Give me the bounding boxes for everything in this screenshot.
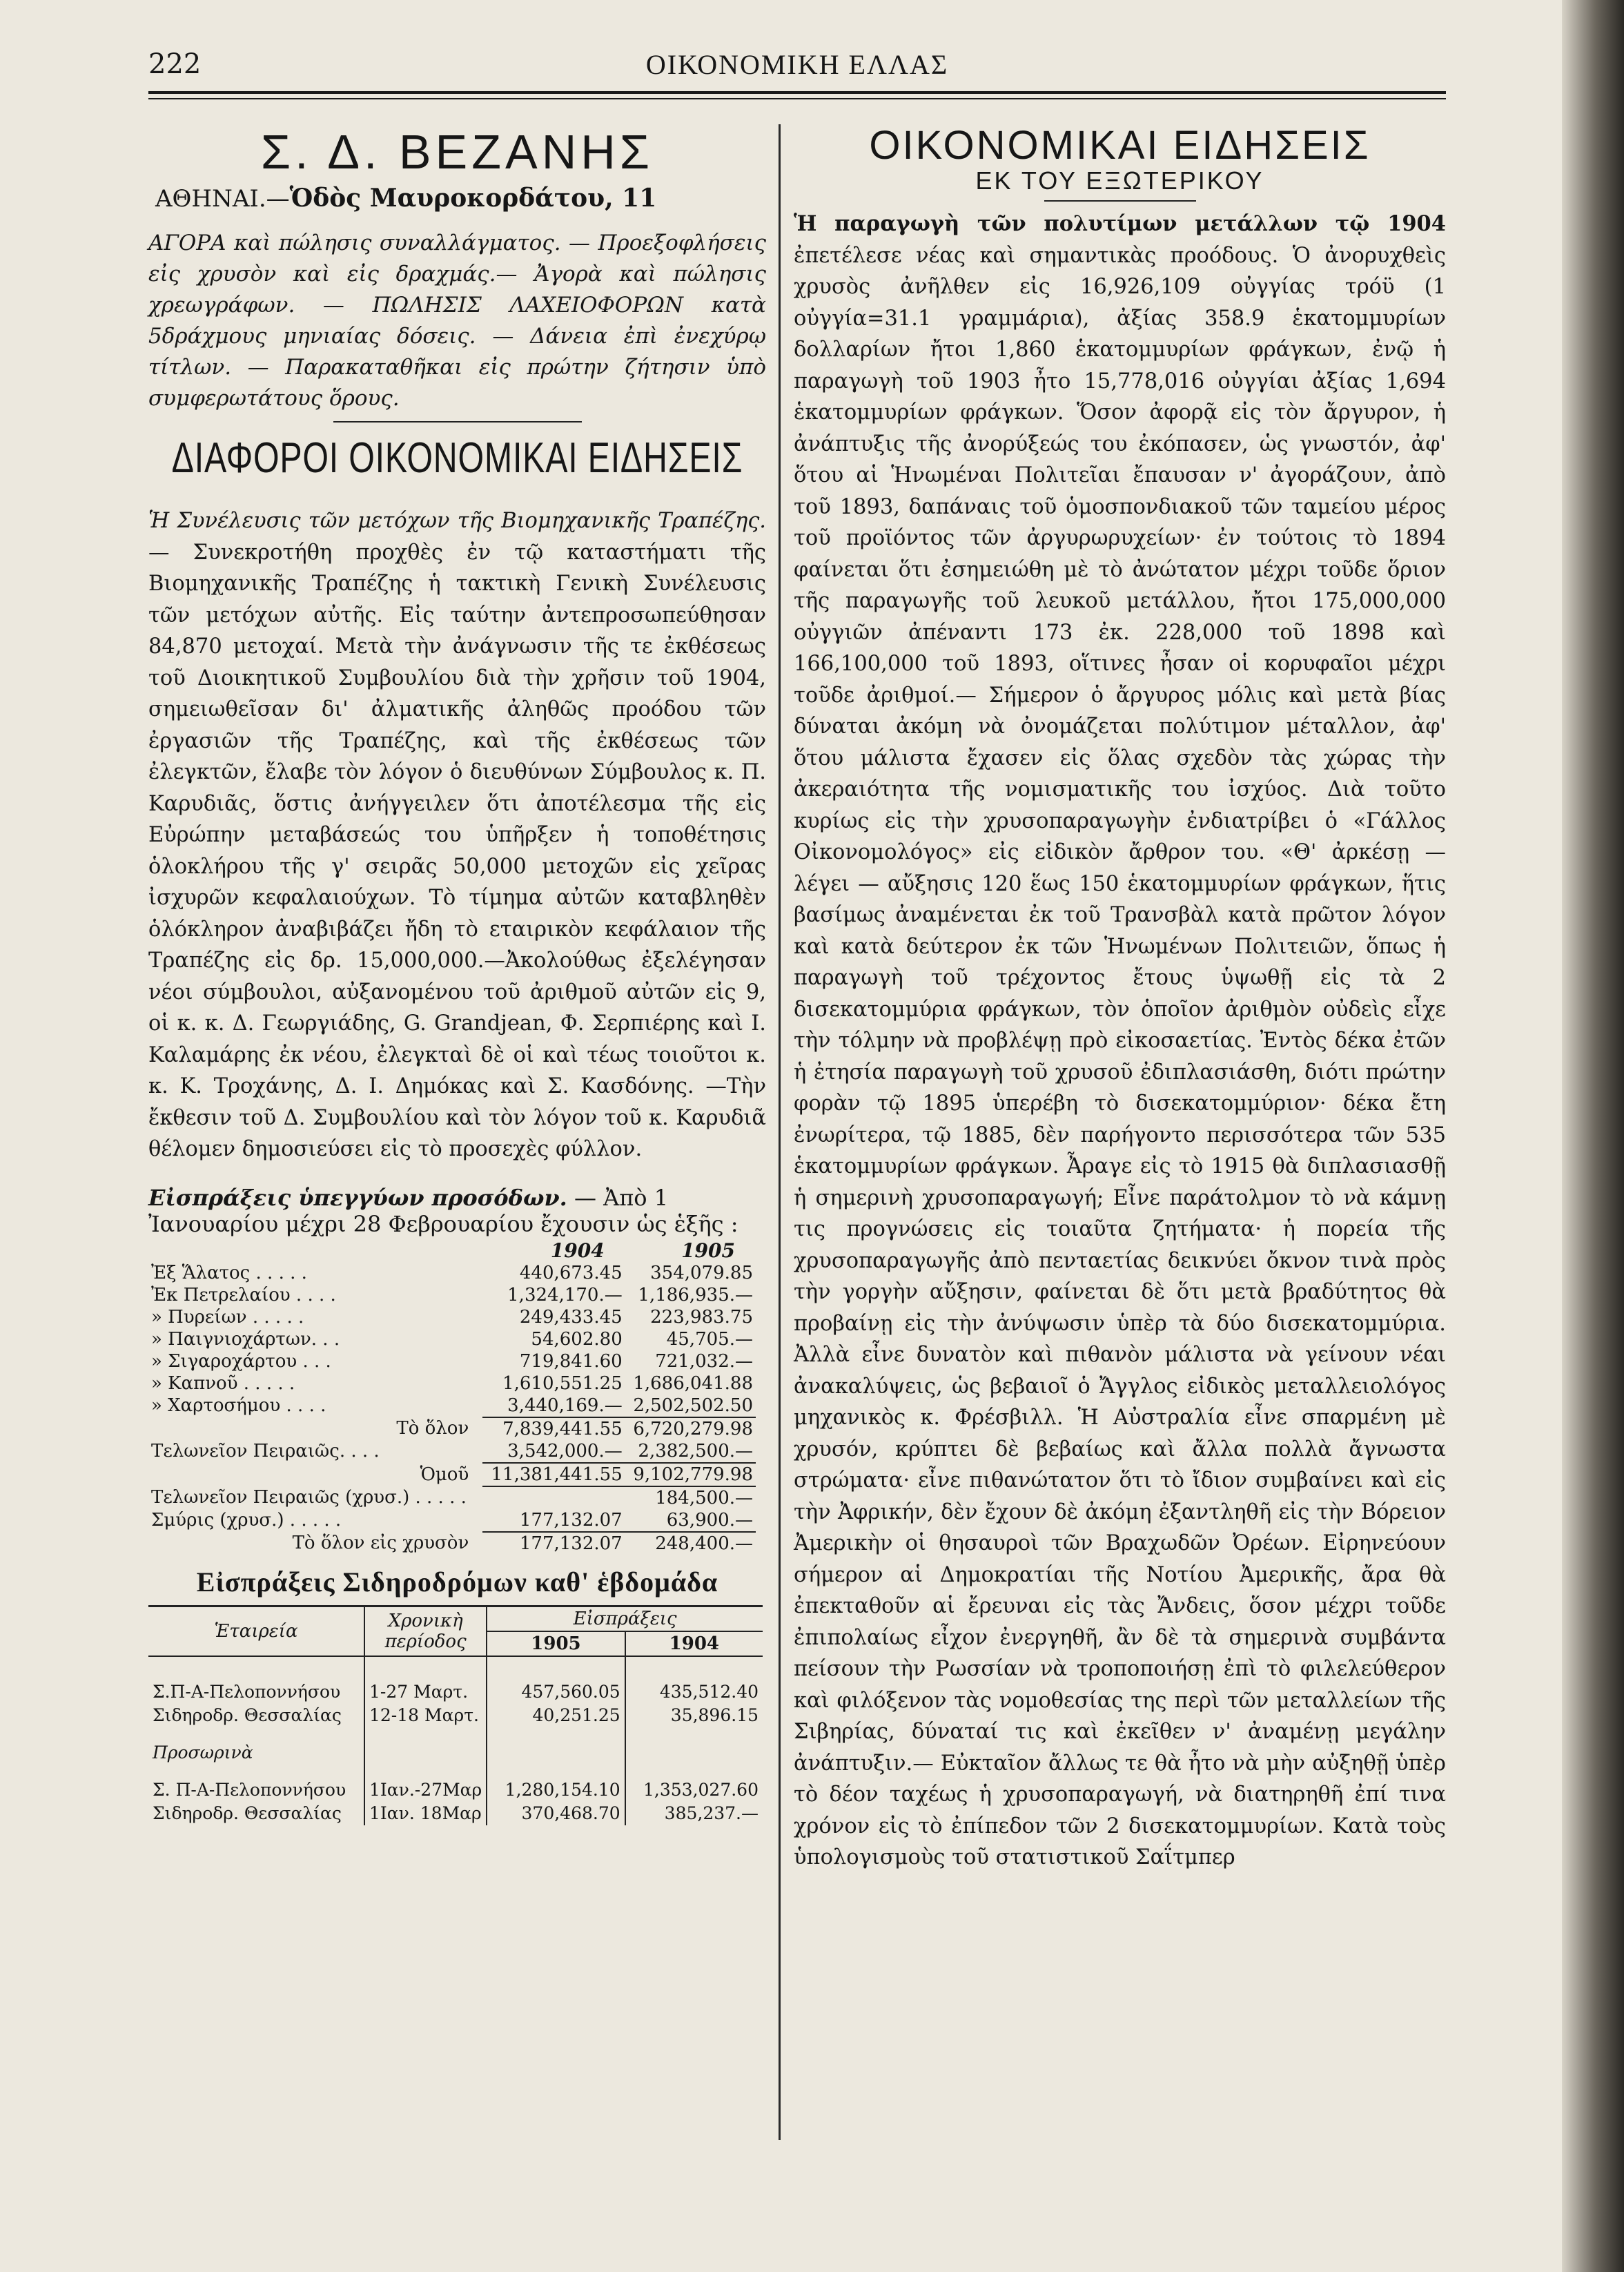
foreign-article bbox=[794, 208, 1446, 1874]
header-rule-thick bbox=[148, 91, 1446, 94]
revenue-total-row: Τὸ ὅλον 7,839,441.55 6,720,279.98 bbox=[396, 1418, 753, 1439]
railways-title: Εἰσπράξεις Σιδηροδρόμων καθ' ἑβδομάδα bbox=[196, 1566, 718, 1598]
railways-col-receipts: Εἰσπράξεις bbox=[487, 1606, 763, 1631]
advert-address-street: Ὁδὸς Μαυροκορδάτου, 11 bbox=[289, 184, 657, 213]
misc-news-heading: ΔΙΑΦΟΡΟΙ ΟΙΚΟΝΟΜΙΚΑΙ ΕΙΔΗΣΕΙΣ bbox=[171, 434, 743, 482]
advert-text: ΑΓΟΡΑ καὶ πώλησις συναλλάγματος. — Προεξοφλήσεις εἰς χρυσὸν καὶ εἰς δραχμάς.— Ἀγορὰ καὶ πώλησις χρεωγράφων. — ΠΩΛΗΣΙΣ ΛΑΧΕΙΟΦΟΡΩΝ κατὰ 5δράχμους μηνιαίας δόσεις. — Δάνεια ἐπὶ ἐνεχύρῳ τίτλων. — Παρακαταθῆκαι εἰς πρώτην ζήτησιν ὑπὸ συμφερωτάτους ὅρους. bbox=[148, 231, 766, 411]
revenue-title-bold: Εἰσπράξεις ὑπεγγύων προσόδων. bbox=[148, 1184, 567, 1211]
table-row: Σιδηροδρ. Θεσσαλίας 12-18 Μαρτ. 40,251.25 35,896.15 bbox=[148, 1704, 763, 1727]
advert-address bbox=[155, 184, 766, 213]
table-row: Ἐξ Ἅλατος . . . . . 440,673.45 354,079.85 bbox=[151, 1262, 753, 1283]
foreign-article-body: ἐπετέλεσε νέας καὶ σημαντικὰς προόδους. Ὁ ἀνορυχθεὶς χρυσὸς ἀνῆλθεν εἰς 16,926,109 οὐγγίας τρόϋ (1 οὐγγία=31.1 γραμμάρια), ἀξίας 358.9 ἑκατομμυρίων δολλαρίων ἤτοι 1,860 ἑκατομμυρίων φράγκων, ἐνῷ ἡ παραγωγὴ τοῦ 1903 ἦτο 15,778,016 οὐγγίαι ἀξίας 1,694 ἑκατομμυρίων φράγκων. Ὅσον ἀφορᾷ εἰς τὸν ἄργυρον, ἡ ἀνάπτυξις τῆς ἀνορύξεώς του ἐκόπασεν, ὡς γνωστόν, ἀφ' ὅτου αἱ Ἡνωμέναι Πολιτεῖαι ἔπαυσαν ν' ἀγοράζουν, ἀπὸ τοῦ 1893, δαπάναις τοῦ ὁμοσπονδιακοῦ τῶν ταμείου μέρος τοῦ προϊόντος τῶν ἀργυρωρυχείων· ἐν τούτοις τὸ 1894 φαίνεται ὅτι ἐσημειώθη μὲ τὸ ἀνώτατον μέχρι τοῦδε ὅριον τῆς παραγωγῆς τοῦ λευκοῦ μετάλλου, ἤτοι 175,000,000 οὐγγιῶν ἀπέναντι 173 ἐκ. 228,000 τοῦ 1898 καὶ 166,100,000 τοῦ 1893, οἵτινες ἦσαν οἱ κορυφαῖοι μέχρι τοῦδε ἀριθμοί.— Σήμερον ὁ ἄργυρος μόλις καὶ μετὰ βίας δύναται ἀκόμη νὰ ὀνομάζεται πολύτιμον μέταλλον, ἀφ' ὅτου μάλιστα ἔχασεν εἰς ὅλας σχεδὸν τὰς χώρας τὴν ἀκεραιότητα τῆς νομισματικῆς του ἰσχύος. Διὰ τοῦτο κυρίως εἰς τὴν χρυσοπαραγωγὴν ἐνδιατρίβει ὁ «Γάλλος Οἰκονομολόγος» εἰς εἰδικὸν ἄρθρον του. «Θ' ἀρκέσῃ — λέγει — αὔξησις 120 ἕως 150 ἑκατομμυρίων φράγκων, ἥτις βασίμως ἀναμένεται ἐκ τοῦ Τρανσβὰλ κατὰ πρῶτον λόγον καὶ κατὰ δεύτερον ἐκ τῶν Ἡνωμένων Πολιτειῶν, ὅπως ἡ παραγωγὴ τοῦ τρέχοντος ἔτους ὑψωθῇ εἰς τὰ 2 δισεκατομμύρια φράγκων, τὸν ὁποῖον ἀριθμὸν οὐδεὶς εἶχε τὴν τόλμην νὰ προβλέψῃ πρὸ εἰκοσαετίας. Ἐντὸς δέκα ἐτῶν ἡ ἐτησία παραγωγὴ τοῦ χρυσοῦ ἐδιπλασιάσθη, διότι πρώτην φορὰν τῷ 1895 ὑπερέβη τὸ δισεκατομμύριον· δέκα ἔτη ἐνωρίτερα, τῷ 1885, δὲν παρήγοντο περισσότερα τῶν 535 ἑκατομμυρίων φράγκων. Ἆραγε εἰς τὸ 1915 θὰ διπλασιασθῇ ἡ σημερινὴ χρυσοπαραγωγή; Εἶνε παράτολμον τὸ νὰ κάμνῃ τις προγνώσεις εἰς τοιαῦτα ζητήματα· ἡ πορεία τῆς χρυσοπαραγωγῆς ἀπὸ πενταετίας δεικνύει ὄκνον τινὰ πρὸς τὴν γοργὴν αὔξησιν, φαίνεται δὲ ὅτι μετὰ βραδύτητος θὰ προβαίνῃ εἰς τὴν ἀνύψωσιν ὑπὲρ τὰ δύο δισεκατομμύρια. Ἀλλὰ εἶνε δυνατὸν καὶ πιθανὸν μάλιστα νὰ γείνουν νέαι ἀνακαλύψεις, ὡς βεβαιοῖ ὁ Ἄγγλος εἰδικὸς μεταλλειολόγος μηχανικὸς κ. Φρέσβιλλ. Ἡ Αὐστραλία εἶνε σπαρμένη μὲ χρυσόν, κρύπτει δὲ βεβαίως καὶ ἄλλα πολλὰ ἄγνωστα στρώματα· εἶνε πιθανώτατον ὅτι τὸ ἴδιον συμβαίνει καὶ εἰς τὴν Ἀφρικήν, δὲν ἔχουν δὲ ἀκόμη ἐξαντληθῆ εἰς τὴν Βόρειον Ἀμερικὴν οἱ θησαυροὶ τῶν Βραχωδῶν Ὀρέων. Εἰρηνεύουν σήμερον αἱ Δημοκρατίαι τῆς Νοτίου Ἀμερικῆς, ἄρα θὰ ἐπεκταθοῦν αἱ ἔρευναι εἰς τὰς Ἄνδεις, ὅσον μέχρι τοῦδε ἐπιπολαίως εἶχον ἐνεργηθῆ, ἂν δὲ τὰ σημερινὰ συμβάντα πείσουν τὴν Ρωσσίαν νὰ τροποποιήσῃ ἐπὶ τὸ φιλελεύθερον καὶ φιλόξενον τὰς νομοθεσίας της περὶ τῶν μεταλλείων τῆς Σιβηρίας, δύναταί τις καὶ ἐκεῖθεν ν' ἀναμένῃ μεγάλην ἀνάπτυξιν.— Εὐκταῖον ἄλλως τε θὰ ἦτο νὰ μὴν αὐξηθῇ ὑπὲρ τὸ δέον ταχέως ἡ χρυσοπαραγωγή, νὰ διατηρηθῆ ἐπί τινα χρόνον εἰς τὸ ἐπίπεδον τῶν 2 δισεκατομμυρίων. Κατὰ τοὺς ὑπολογισμοὺς τοῦ στατιστικοῦ Σαΐτμπερ bbox=[794, 243, 1446, 1870]
table-row: Σ.Π-Α-Πελοποννήσου 1-27 Μαρτ. 457,560.05 435,512.40 bbox=[148, 1680, 763, 1704]
left-column bbox=[148, 124, 766, 1825]
revenue-title bbox=[148, 1185, 766, 1237]
misc-article-body: — Συνεκροτήθη προχθὲς ἐν τῷ καταστήματι τῆς Βιομηχανικῆς Τραπέζης ἡ τακτικὴ Γενικὴ Συνέλευσις τῶν μετόχων αὐτῆς. Εἰς ταύτην ἀντεπροσωπεύθησαν 84,870 μετοχαί. Μετὰ τὴν ἀνάγνωσιν τῆς τε ἐκθέσεως τοῦ Διοικητικοῦ Συμβουλίου διὰ τὴν χρῆσιν τοῦ 1904, σημειωθεῖσαν δι' ἀλματικῆς ἀληθῶς προόδου τῶν ἐργασιῶν τῆς Τραπέζης, καὶ τῆς ἐκθέσεως τῶν ἐλεγκτῶν, ἔλαβε τὸν λόγον ὁ διευθύνων Σύμβουλος κ. Π. Καρυδιᾶς, ὅστις ἀνήγγειλεν ὅτι ἀποτέλεσμα τῆς εἰς Εὐρώπην μεταβάσεώς του ὑπῆρξεν ἡ τοποθέτησις ὁλοκλήρου τῆς γ' σειρᾶς 50,000 μετοχῶν εἰς χεῖρας ἰσχυρῶν κεφαλαιούχων. Τὸ τίμημα αὐτῶν καταβληθὲν ὁλόκληρον ἀναβιβάζει ἤδη τὸ εταιρικὸν κεφάλαιον τῆς Τραπέζης εἰς δρ. 15,000,000.—Ἀκολούθως ἐξελέγησαν νέοι σύμβουλοι, αὐξανομένου τοῦ ἀριθμοῦ αὐτῶν εἰς 9, οἱ κ. κ. Δ. Γεωργιάδης, G. Grandjean, Φ. Σερπιέρης καὶ Ι. Καλαμάρης ἐκ νέου, ἐλεγκταὶ δὲ οἱ καὶ τέως τοιοῦτοι κ. κ. Κ. Τροχάνης, Δ. Ι. Δημόκας καὶ Σ. Κασδόνης. —Τὴν ἔκθεσιν τοῦ Δ. Συμβουλίου καὶ τὸν λόγον τοῦ κ. Καρυδιᾶ θέλομεν δημοσιεύσει εἰς τὸ προσεχὲς φύλλον. bbox=[148, 540, 766, 1161]
page-number: 222 bbox=[148, 48, 202, 80]
section-separator bbox=[1044, 200, 1196, 202]
table-row: » Καπνοῦ . . . . . 1,610,551.25 1,686,041.88 bbox=[151, 1372, 753, 1394]
revenue-year-a: 1904 bbox=[550, 1239, 605, 1262]
revenue-table bbox=[148, 1240, 756, 1555]
page-edge-shadow bbox=[1562, 0, 1624, 2272]
table-row: » Πυρείων . . . . . 249,433.45 223,983.75 bbox=[151, 1306, 753, 1328]
railways-table bbox=[148, 1605, 763, 1825]
revenue-title-rest: — Ἀπὸ 1 Ἰανουαρίου μέχρι 28 Φεβρουαρίου ἔχουσιν ὡς ἑξῆς : bbox=[148, 1184, 738, 1237]
misc-article-lead: Ἡ Συνέλευσις τῶν μετόχων τῆς Βιομηχανικῆς Τραπέζης. bbox=[148, 509, 766, 533]
header-rule-thin bbox=[148, 98, 1446, 99]
table-row: Σ. Π-Α-Πελοποννήσου 1Ιαν.-27Μαρ 1,280,154.10 1,353,027.60 bbox=[148, 1778, 763, 1802]
revenue-header-row bbox=[148, 1240, 756, 1262]
revenue-gold-smyris-row: Σμύρις (χρυσ.) . . . . . 177,132.07 63,900.— bbox=[148, 1509, 756, 1532]
revenue-sum-row: Ὁμοῦ 11,381,441.55 9,102,779.98 bbox=[148, 1463, 756, 1486]
advert-address-prefix: ΑΘΗΝΑΙ.— bbox=[155, 185, 290, 213]
revenue-customs-row: Τελωνεῖον Πειραιῶς. . . . 3,542,000.— 2,382,500.— bbox=[148, 1440, 756, 1463]
section-separator bbox=[333, 421, 582, 423]
railways-provisional-row: Προσωρινὰ bbox=[148, 1741, 763, 1765]
running-head: ΟΙΚΟΝΟΜΙΚΗ ΕΛΛΑΣ bbox=[645, 49, 949, 80]
revenue-year-b: 1905 bbox=[681, 1239, 735, 1262]
table-row: Ἐκ Πετρελαίου . . . . 1,324,170.— 1,186,935.— bbox=[151, 1284, 753, 1305]
revenue-gold-total-row: Τὸ ὅλον εἰς χρυσὸν 177,132.07 248,400.— bbox=[292, 1533, 753, 1554]
railways-col-1904: 1904 bbox=[625, 1631, 763, 1656]
page-header bbox=[148, 48, 1446, 90]
railways-col-company: Ἑταιρεία bbox=[148, 1606, 364, 1656]
table-row: Σιδηροδρ. Θεσσαλίας 1Ιαν. 18Μαρ 370,468.70 385,237.— bbox=[148, 1802, 763, 1825]
railways-col-period: Χρονικὴ περίοδος bbox=[364, 1606, 487, 1656]
misc-article bbox=[148, 505, 766, 1165]
revenue-gold-customs-row: Τελωνεῖον Πειραιῶς (χρυσ.) . . . . . 184,500.— bbox=[151, 1487, 753, 1508]
table-row: » Χαρτοσήμου . . . . 3,440,169.— 2,502,502.50 bbox=[148, 1395, 756, 1417]
foreign-news-subheading: ΕΚ ΤΟΥ ΕΞΩΤΕΡΙΚΟΥ bbox=[975, 166, 1264, 195]
foreign-article-lead: Ἡ παραγωγὴ τῶν πολυτίμων μετάλλων τῷ 1904 bbox=[794, 211, 1446, 236]
column-divider bbox=[779, 124, 781, 2140]
table-row: » Παιγνιοχάρτων. . . 54,602.80 45,705.— bbox=[151, 1328, 753, 1350]
table-row: » Σιγαροχάρτου . . . 719,841.60 721,032.— bbox=[151, 1350, 753, 1372]
railways-header-row bbox=[148, 1606, 763, 1631]
right-column bbox=[794, 124, 1446, 1874]
foreign-news-heading: ΟΙΚΟΝΟΜΙΚΑΙ ΕΙΔΗΣΕΙΣ bbox=[869, 123, 1371, 168]
advert-name: Σ. Δ. ΒΕΖΑΝΗΣ bbox=[260, 125, 654, 179]
railways-col-1905: 1905 bbox=[487, 1631, 625, 1656]
